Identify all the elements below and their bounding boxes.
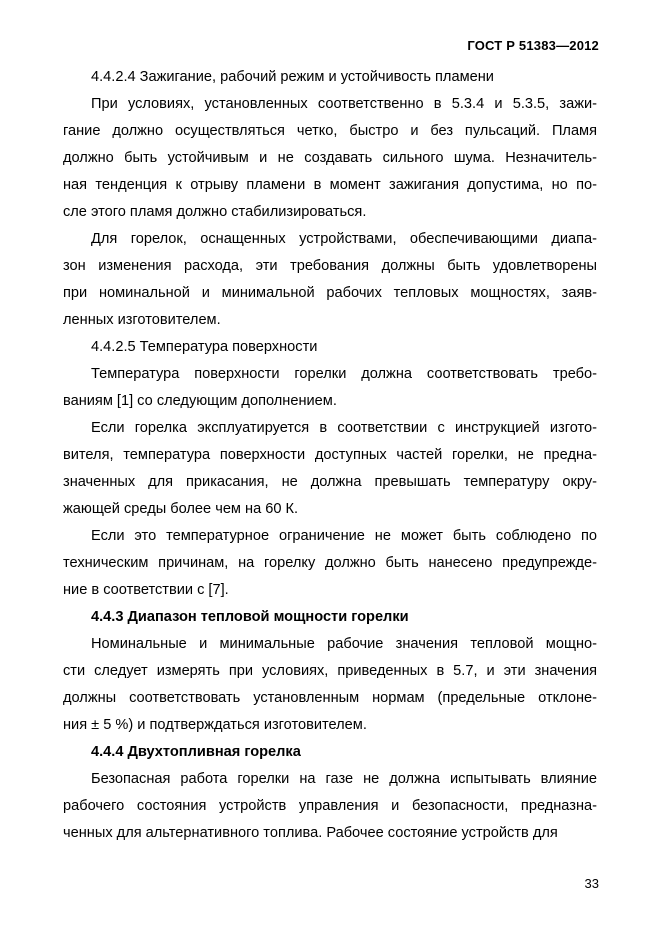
text-line: зон изменения расхода, эти требования должны быть удовлетворены [63,258,597,274]
text-line: ченных для альтернативного топлива. Рабочее состояние устройств для [63,825,558,841]
text-line: сти следует измерять при условиях, приведенных в 5.7, и эти значения [63,663,597,679]
text-line: должны соответствовать установленным нормам (предельные отклоне- [63,690,597,706]
text-line: Безопасная работа горелки на газе не должна испытывать влияние [91,771,597,787]
paragraph [63,334,597,361]
paragraph [63,415,597,523]
text-line: Номинальные и минимальные рабочие значения тепловой мощно- [91,636,597,652]
text-line: Если это температурное ограничение не может быть соблюдено по [91,528,597,544]
text-line: при номинальной и минимальной рабочих тепловых мощностях, заяв- [63,285,597,301]
document-body [63,64,597,847]
text-line: ния ± 5 %) и подтверждаться изготовителем. [63,717,367,733]
text-line: гание должно осуществляться четко, быстро и без пульсаций. Пламя [63,123,597,139]
paragraph [63,523,597,604]
page-number: 33 [584,876,599,891]
text-line: При условиях, установленных соответственно в 5.3.4 и 5.3.5, зажи- [91,96,597,112]
text-line: ленных изготовителем. [63,312,221,328]
text-line: Если горелка эксплуатируется в соответствии с инструкцией изгото- [91,420,597,436]
text-line: 4.4.3 Диапазон тепловой мощности горелки [91,609,409,625]
paragraph [63,766,597,847]
text-line: должно быть устойчивым и не создавать сильного шума. Незначитель- [63,150,597,166]
text-line: 4.4.4 Двухтопливная горелка [91,744,301,760]
text-line: ваниям [1] со следующим дополнением. [63,393,337,409]
text-line: сле этого пламя должно стабилизироваться. [63,204,367,220]
text-line: ние в соответствии с [7]. [63,582,229,598]
paragraph [63,631,597,739]
paragraph [63,64,597,91]
section-heading [63,604,597,631]
text-line: значенных для прикасания, не должна превышать температуру окру- [63,474,597,490]
text-line: Температура поверхности горелки должна соответствовать требо- [91,366,597,382]
text-line: ная тенденция к отрыву пламени в момент зажигания допустима, но по- [63,177,597,193]
text-line: 4.4.2.4 Зажигание, рабочий режим и устойчивость пламени [91,69,494,85]
standard-header: ГОСТ Р 51383—2012 [467,38,599,53]
text-line: техническим причинам, на горелку должно быть нанесено предупрежде- [63,555,597,571]
text-line: жающей среды более чем на 60 К. [63,501,299,517]
text-line: рабочего состояния устройств управления и безопасности, предназна- [63,798,597,814]
paragraph [63,91,597,226]
text-line: Для горелок, оснащенных устройствами, обеспечивающими диапа- [91,231,597,247]
paragraph [63,361,597,415]
text-line: вителя, температура поверхности доступных частей горелки, не предна- [63,447,597,463]
text-line: 4.4.2.5 Температура поверхности [91,339,318,355]
paragraph [63,226,597,334]
section-heading [63,739,597,766]
